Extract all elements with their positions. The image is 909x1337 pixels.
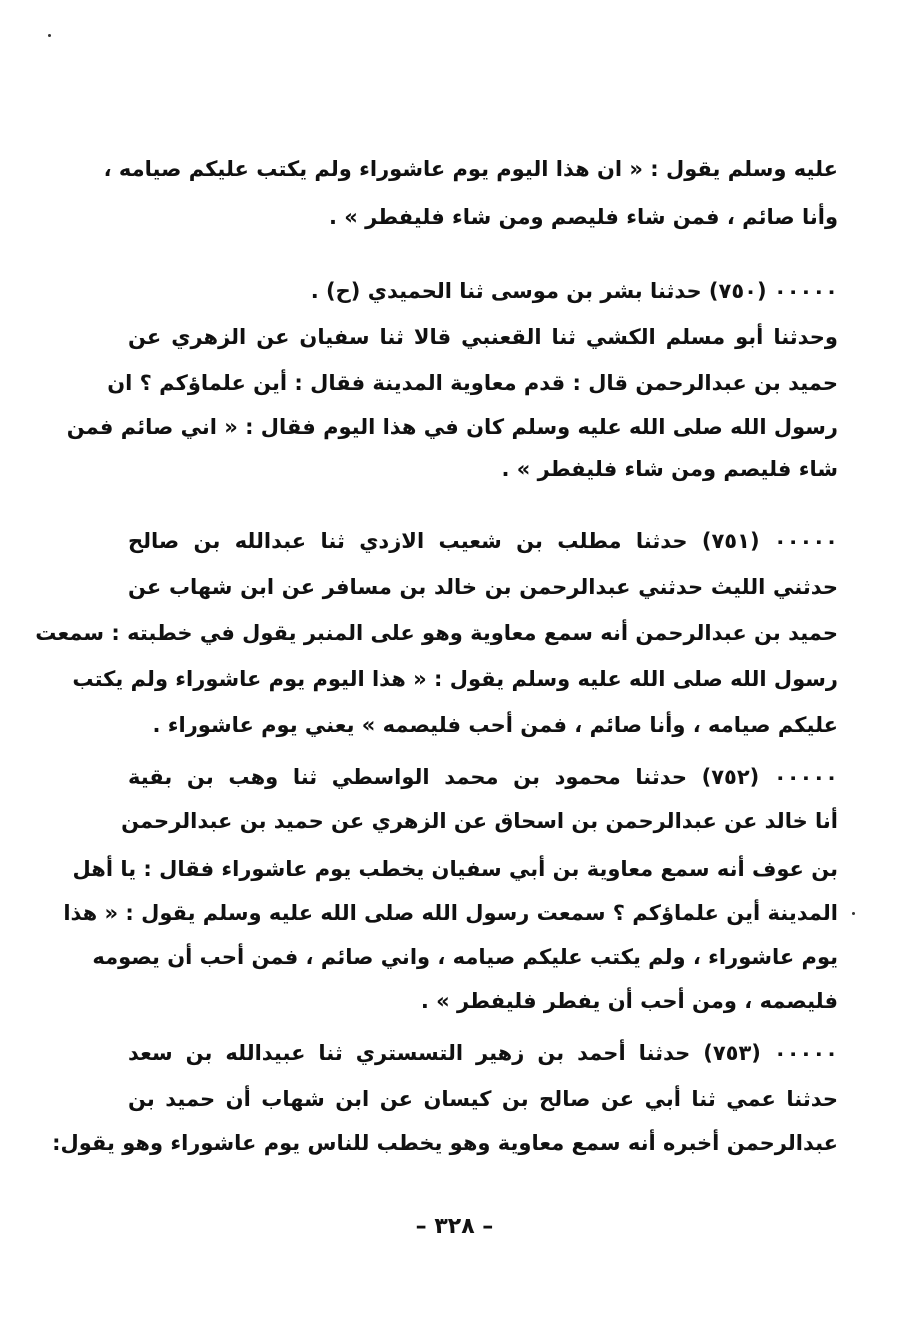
hadith-heading: ٠٠٠٠٠ (٧٥٣) حدثنا أحمد بن زهير التسستري ثنا عبيدالله بن سعد [128, 1041, 838, 1065]
text-line: حميد بن عبدالرحمن أنه سمع معاوية وهو على المنبر يقول في خطبته : سمعت [35, 621, 838, 645]
text-line: حدثني الليث حدثني عبدالرحمن بن خالد بن مسافر عن ابن شهاب عن [128, 575, 838, 599]
text-line: شاء فليصم ومن شاء فليفطر » . [501, 457, 838, 481]
hadith-heading: ٠٠٠٠٠ (٧٥١) حدثنا مطلب بن شعيب الازدي ثنا عبدالله بن صالح [128, 529, 838, 553]
text-line: رسول الله صلى الله عليه وسلم كان في هذا اليوم فقال : « اني صائم فمن [66, 415, 838, 439]
text-line: يوم عاشوراء ، ولم يكتب عليكم صيامه ، واني صائم ، فمن أحب أن يصومه [92, 945, 838, 969]
text-line: حميد بن عبدالرحمن قال : قدم معاوية المدينة فقال : أين علماؤكم ؟ ان [107, 371, 838, 395]
hadith-heading: ٠٠٠٠٠ (٧٥٢) حدثنا محمود بن محمد الواسطي ثنا وهب بن بقية [128, 765, 838, 789]
text-line: فليصمه ، ومن أحب أن يفطر فليفطر » . [420, 989, 838, 1013]
scan-speck [48, 34, 51, 37]
text-line: وأنا صائم ، فمن شاء فليصم ومن شاء فليفطر » . [329, 205, 838, 229]
text-line: المدينة أين علماؤكم ؟ سمعت رسول الله صلى الله عليه وسلم يقول : « هذا [63, 901, 838, 925]
text-line: بن عوف أنه سمع معاوية بن أبي سفيان يخطب يوم عاشوراء فقال : يا أهل [72, 857, 838, 881]
text-line: وحدثنا أبو مسلم الكشي ثنا القعنبي قالا ثنا سفيان عن الزهري عن [128, 325, 838, 349]
text-line: أنا خالد عن عبدالرحمن بن اسحاق عن الزهري عن حميد بن عبدالرحمن [121, 809, 838, 833]
text-line: رسول الله صلى الله عليه وسلم يقول : « هذا اليوم يوم عاشوراء ولم يكتب [72, 667, 838, 691]
text-line: عليكم صيامه ، وأنا صائم ، فمن أحب فليصمه » يعني يوم عاشوراء . [152, 713, 838, 737]
page-number: – ٣٢٨ – [415, 1214, 494, 1239]
text-line: حدثنا عمي ثنا أبي عن صالح بن كيسان عن ابن شهاب أن حميد بن [128, 1087, 838, 1111]
scan-speck [852, 912, 855, 915]
text-line: عبدالرحمن أخبره أنه سمع معاوية وهو يخطب للناس يوم عاشوراء وهو يقول: [52, 1131, 838, 1155]
text-line: عليه وسلم يقول : « ان هذا اليوم يوم عاشوراء ولم يكتب عليكم صيامه ، [103, 157, 838, 181]
hadith-heading: ٠٠٠٠٠ (٧٥٠) حدثنا بشر بن موسى ثنا الحميدي (ح) . [310, 279, 838, 303]
